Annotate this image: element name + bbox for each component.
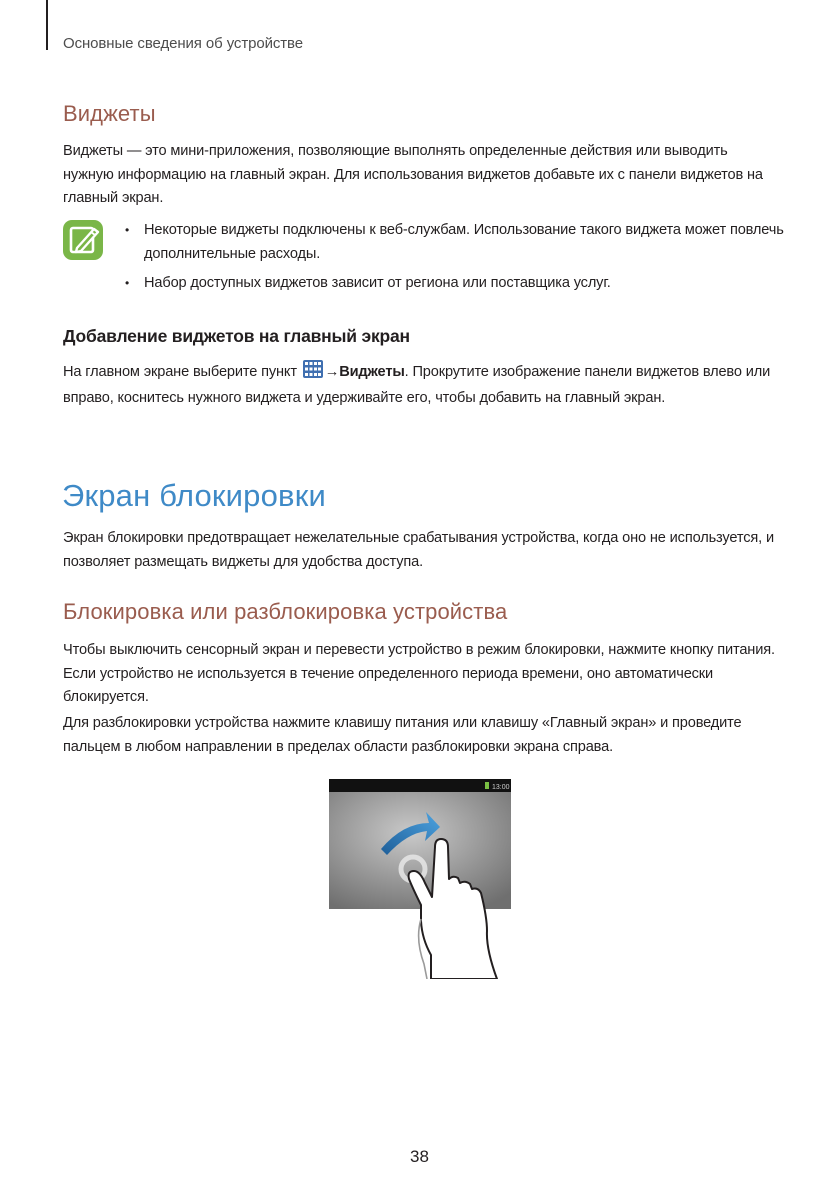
- note-list: [125, 219, 785, 302]
- unlock-illustration: [329, 779, 513, 979]
- adding-heading: Добавление виджетов на главный экран: [63, 326, 410, 346]
- lock-screen-intro: Экран блокировки предотвращает нежелательные срабатывания устройства, когда оно не используется, и позволяет размещать виджеты для удобства доступа.: [63, 530, 774, 570]
- adding-paragraph: [63, 360, 778, 410]
- note-text: Некоторые виджеты подключены к веб-службам. Использование такого виджета может повлечь дополнительные расходы.: [144, 222, 784, 262]
- status-time: 13:00: [492, 784, 510, 791]
- widgets-heading: Виджеты: [63, 101, 156, 126]
- bullet: •: [125, 276, 130, 290]
- lock-screen-heading: Экран блокировки: [62, 478, 327, 513]
- note-item: [125, 219, 785, 266]
- locking-heading: Блокировка или разблокировка устройства: [63, 599, 508, 624]
- bullet: •: [125, 223, 130, 237]
- adding-text-before: На главном экране выберите пункт: [63, 364, 297, 380]
- note-icon: [63, 220, 103, 260]
- locking-paragraph-2: Для разблокировки устройства нажмите клавишу питания или клавишу «Главный экран» и проведите пальцем в любом направлении в пределах области разблокировки экрана справа.: [63, 715, 742, 755]
- apps-grid-icon: [303, 360, 323, 387]
- adding-text-after: . Прокрутите изображение панели виджетов влево или вправо, коснитесь нужного виджета и удерживайте его, чтобы добавить на главный экран.: [63, 364, 771, 406]
- page-number: 38: [410, 1147, 429, 1166]
- note-item: [125, 272, 785, 296]
- widgets-intro: Виджеты — это мини-приложения, позволяющие выполнять определенные действия или выводить нужную информацию на главный экран. Для использования виджетов добавьте их с панели виджетов на главный экран.: [63, 143, 763, 206]
- arrow: →: [324, 364, 340, 380]
- header-margin-line: [46, 0, 48, 50]
- widgets-menu-item: Виджеты: [339, 364, 405, 380]
- locking-paragraph-1: Чтобы выключить сенсорный экран и перевести устройство в режим блокировки, нажмите кнопку питания. Если устройство не используется в течение определенного периода времени, оно автоматически блокируется.: [63, 642, 775, 705]
- note-text: Набор доступных виджетов зависит от региона или поставщика услуг.: [144, 275, 611, 291]
- running-header: Основные сведения об устройстве: [63, 35, 303, 52]
